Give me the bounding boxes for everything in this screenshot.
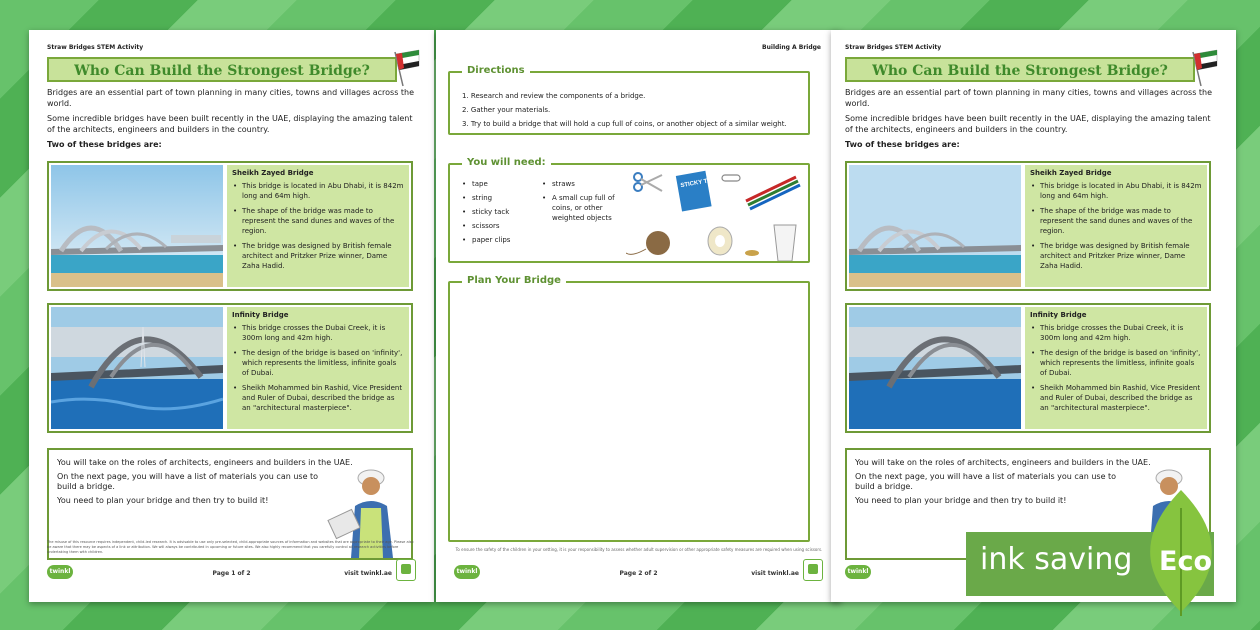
bridge-name: Infinity Bridge bbox=[232, 311, 289, 319]
bridge-card-sheikh-zayed bbox=[845, 161, 1211, 291]
bridge-fact: • The design of the bridge is based on 'infinity', which represents the limitless, infinite goals of Dubai. bbox=[1030, 348, 1202, 378]
title-banner bbox=[845, 57, 1195, 82]
tape-icon bbox=[708, 227, 732, 255]
coins-icon bbox=[745, 250, 759, 256]
uae-flag-icon bbox=[1187, 48, 1219, 88]
bridge-fact: • The design of the bridge is based on 'infinity', which represents the limitless, infinite goals of Dubai. bbox=[232, 348, 404, 378]
header-left: Straw Bridges STEM Activity bbox=[47, 44, 144, 51]
infinity-info bbox=[227, 307, 409, 429]
visit-link[interactable]: visit twinkl.ae bbox=[344, 570, 392, 577]
materials-title: You will need: bbox=[462, 157, 551, 168]
bridge-fact: • This bridge is located in Abu Dhabi, it is 842m long and 64m high. bbox=[232, 181, 404, 201]
bridge-card-sheikh-zayed bbox=[47, 161, 413, 291]
intro-text bbox=[47, 87, 419, 154]
worksheet-page-2 bbox=[436, 30, 841, 602]
eco-label: Eco bbox=[1159, 546, 1212, 577]
materials-list-1 bbox=[462, 179, 540, 249]
materials-section bbox=[448, 157, 810, 263]
intro-paragraph-2: Some incredible bridges have been built recently in the UAE, displaying the amazing talent of the architects, engineers and builders in the country. bbox=[845, 114, 1211, 134]
materials-list-2 bbox=[542, 179, 622, 227]
intro-paragraph-1: Bridges are an essential part of town planning in many cities, towns and villages across the world. bbox=[47, 88, 415, 108]
straws-icon bbox=[746, 177, 800, 209]
roles-text-3: You need to plan your bridge and then try to build it! bbox=[57, 496, 269, 505]
material-item: • straws bbox=[542, 179, 622, 189]
footer bbox=[47, 565, 416, 591]
page-title: Who Can Build the Strongest Bridge? bbox=[74, 63, 370, 79]
direction-step: 1. Research and review the components of a bridge. bbox=[462, 92, 646, 100]
directions-section bbox=[448, 65, 810, 135]
bridge-fact: • The shape of the bridge was made to represent the sand dunes and waves of the region. bbox=[1030, 206, 1202, 236]
safety-note: To ensure the safety of the children in your setting, it is your responsibility to assess whether adult supervision or other appropriate safety measures are required when using scissors. bbox=[455, 547, 823, 552]
materials-illustration bbox=[626, 167, 808, 261]
bridge-fact: • The bridge was designed by British female architect and Pritzker Prize winner, Dame Zaha Hadid. bbox=[232, 241, 404, 271]
page-title: Who Can Build the Strongest Bridge? bbox=[872, 63, 1168, 79]
sheikh-zayed-info bbox=[1025, 165, 1207, 287]
infinity-bridge-image bbox=[51, 307, 223, 429]
header-right: Building A Bridge bbox=[762, 44, 821, 51]
bridge-name: Infinity Bridge bbox=[1030, 311, 1087, 319]
roles-text-1: You will take on the roles of architects, engineers and builders in the UAE. bbox=[57, 458, 353, 467]
bridge-fact: • Sheikh Mohammed bin Rashid, Vice President and Ruler of Dubai, described the bridge as an "architectural masterpiece". bbox=[1030, 383, 1202, 413]
two-bridges-heading: Two of these bridges are: bbox=[47, 140, 162, 149]
page-number: Page 1 of 2 bbox=[212, 570, 251, 577]
string-icon bbox=[626, 231, 670, 255]
quality-badge-icon bbox=[396, 559, 416, 581]
material-item: • string bbox=[462, 193, 540, 203]
sheikh-zayed-info bbox=[227, 165, 409, 287]
sheikh-zayed-bridge-image bbox=[849, 165, 1021, 287]
roles-text-3: You need to plan your bridge and then try to build it! bbox=[855, 496, 1067, 505]
intro-paragraph-2: Some incredible bridges have been built recently in the UAE, displaying the amazing talent of the architects, engineers and builders in the country. bbox=[47, 114, 413, 134]
sticky-tack-icon bbox=[676, 168, 725, 211]
material-item: • scissors bbox=[462, 221, 540, 231]
direction-step: 3. Try to build a bridge that will hold a cup full of coins, or another object of a similar weight. bbox=[462, 120, 787, 128]
material-item: • tape bbox=[462, 179, 540, 189]
sheikh-zayed-bridge-image bbox=[51, 165, 223, 287]
direction-step: 2. Gather your materials. bbox=[462, 106, 551, 114]
plan-section bbox=[448, 275, 810, 542]
footer bbox=[454, 565, 823, 591]
intro-text bbox=[845, 87, 1217, 154]
plan-title: Plan Your Bridge bbox=[462, 275, 566, 286]
material-item: • sticky tack bbox=[462, 207, 540, 217]
bridge-fact: • This bridge crosses the Dubai Creek, it is 300m long and 42m high. bbox=[232, 323, 404, 343]
roles-text-2: On the next page, you will have a list of materials you can use to build a bridge. bbox=[855, 472, 1117, 491]
bridge-fact: • This bridge is located in Abu Dhabi, it is 842m long and 64m high. bbox=[1030, 181, 1202, 201]
bridge-fact: • The bridge was designed by British female architect and Pritzker Prize winner, Dame Zaha Hadid. bbox=[1030, 241, 1202, 271]
infinity-info bbox=[1025, 307, 1207, 429]
twinkl-logo: twinkl bbox=[47, 565, 73, 579]
infinity-bridge-image bbox=[849, 307, 1021, 429]
svg-text:STICKY TACK: STICKY TACK bbox=[680, 176, 721, 190]
directions-title: Directions bbox=[462, 65, 530, 76]
visit-link[interactable]: visit twinkl.ae bbox=[751, 570, 799, 577]
cup-icon bbox=[774, 225, 796, 261]
twinkl-logo: twinkl bbox=[454, 565, 480, 579]
bridge-name: Sheikh Zayed Bridge bbox=[232, 169, 314, 177]
material-item: • paper clips bbox=[462, 235, 540, 245]
ink-saving-text: ink saving bbox=[980, 542, 1133, 577]
bridge-fact: • Sheikh Mohammed bin Rashid, Vice President and Ruler of Dubai, described the bridge as an "architectural masterpiece". bbox=[232, 383, 404, 413]
roles-text-2: On the next page, you will have a list of materials you can use to build a bridge. bbox=[57, 472, 319, 491]
worksheet-page-1 bbox=[29, 30, 434, 602]
bridge-card-infinity bbox=[845, 303, 1211, 433]
intro-paragraph-1: Bridges are an essential part of town planning in many cities, towns and villages across the world. bbox=[845, 88, 1213, 108]
header-left: Straw Bridges STEM Activity bbox=[845, 44, 942, 51]
uae-flag-icon bbox=[389, 48, 421, 88]
paper-clip-icon bbox=[722, 175, 740, 181]
bridge-name: Sheikh Zayed Bridge bbox=[1030, 169, 1112, 177]
page-number: Page 2 of 2 bbox=[619, 570, 658, 577]
material-item: • A small cup full of coins, or other weighted objects bbox=[542, 193, 622, 223]
scissors-icon bbox=[634, 173, 662, 191]
title-banner bbox=[47, 57, 397, 82]
bridge-fact: • This bridge crosses the Dubai Creek, it is 300m long and 42m high. bbox=[1030, 323, 1202, 343]
bridge-card-infinity bbox=[47, 303, 413, 433]
fine-print: The misuse of this resource requires independent, child-led research. It is advisable to use only pre-selected, child-appropriate sources of information and websites that are appropriate to their age. Please also be aware that there may be aspects of a link or attribution. We will always be contributed in upcoming or future sites. We also highly recommend that you carefully control all research activities before undertaking them with children. bbox=[47, 540, 414, 554]
bridge-fact: • The shape of the bridge was made to represent the sand dunes and waves of the region. bbox=[232, 206, 404, 236]
quality-badge-icon bbox=[803, 559, 823, 581]
two-bridges-heading: Two of these bridges are: bbox=[845, 140, 960, 149]
roles-text-1: You will take on the roles of architects, engineers and builders in the UAE. bbox=[855, 458, 1151, 467]
twinkl-logo: twinkl bbox=[845, 565, 871, 579]
